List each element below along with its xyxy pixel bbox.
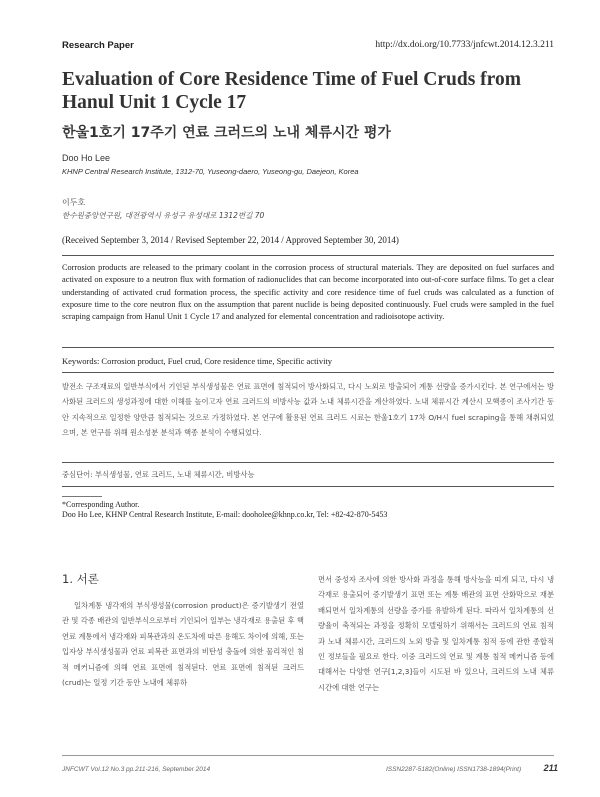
korean-abstract-divider bbox=[62, 462, 554, 463]
paper-title: Evaluation of Core Residence Time of Fuel Cruds from Hanul Unit 1 Cycle 17 bbox=[62, 69, 521, 113]
page-number: 211 bbox=[543, 763, 558, 773]
abstract-korean: 발전소 구조재료의 일반부식에서 기인된 부식생성물은 연료 표면에 침적되어 방사화되고, 다시 노외로 방출되어 계통 선량을 증가시킨다. 본 연구에서는 방사화된 크러드의 생성과정에 대한 이해를 높이고자 연료 크러드의 비방사능 값과 노내 체류시간을 계산하였다. 노내 체류시간 계산시 모핵종이 조사기간 동안 지속적으로 일정한 양만큼 침적되는 것으로 가정하였다. 본 연구에 활용된 연료 크러드 시료는 한울1호기 17차 O/H시 fuel scraping을 통해 채취되었으며, 본 연구를 위해 원소성분 분석과 핵종 분석이 수행되었다. bbox=[62, 382, 554, 437]
author-affiliation: KHNP Central Research Institute, 1312-70, Yuseong-daero, Yuseong-gu, Daejeon, Korea bbox=[62, 167, 359, 176]
body-text-left-column: 일차계통 냉각재의 부식생성물(corrosion product)은 증기발생기 전열관 및 각종 배관의 일반부식으로부터 기인되어 일부는 냉각재로 용출된 후 핵연료 계통에서 냉각재와 피복관과의 온도차에 따른 용해도 차이에 의해, 또는 입자상 부식생성물과 연료 피복관 표면과의 비탄성 충돌에 의한 물리적인 침적 메커니즘에 의해 연료 표면에 침적된다. 연료 표면에 침적된 크러드(crud)는 일정 기간 동안 노내에 체류하 bbox=[62, 601, 304, 688]
keywords-bottom-rule bbox=[62, 486, 554, 487]
corresponding-author-label: *Corresponding Author. bbox=[62, 500, 140, 509]
body-text-right-column: 면서 중성자 조사에 의한 방사화 과정을 통해 방사능을 띠게 되고, 다시 냉각재로 용출되어 증기발생기 표면 또는 계통 배관의 표면 산화막으로 재분배되면서 일차계통의 선량을 증가를 유발하게 된다. 따라서 일차계통의 선량율이 축적되는 과정을 정확히 모델링하기 위해서는 크러드의 연료 침적과 노내 체류시간, 크러드의 노외 방출 및 일차계통 침적 등에 관한 종합적인 정보들을 필요로 한다. 이중 크러드의 연료 및 계통 침적 메커니즘 등에 대해서는 다양한 연구[1,2,3]들이 시도된 바 있으나, 크러드의 노내 체류 시간에 대한 연구는 bbox=[318, 575, 554, 692]
issn: ISSN2287-5182(Online) ISSN1738-1894(Print) bbox=[386, 766, 522, 773]
corresponding-author-contact: Doo Ho Lee, KHNP Central Research Institute, E-mail: dooholee@khnp.co.kr, Tel: +82-42-870-5453 bbox=[62, 510, 388, 519]
author-affiliation-korean: 한수원중앙연구원, 대전광역시 유성구 유성대로 1312번길 70 bbox=[62, 211, 265, 220]
section-heading-introduction: 1. 서론 bbox=[62, 572, 99, 586]
abstract-english: Corrosion products are released to the primary coolant in the corrosion process of structural materials. They are deposited on fuel surfaces and activated on exposure to a neutron flux with formation of radionuclides that can become incorporated into out-of-core surface films. To get a clear understanding of activated crud formation process, the specific activity and core residence time of fuel cruds was calculated as a function of exposure time to the core neutron flux on the assumption that parent nuclide is being deposited continuously. Fuel cruds were sampled in the fuel scraping campaign from Hanul Unit 1 Cycle 17 and analyzed for elemental concentration and radioisotope activity. bbox=[62, 263, 554, 322]
author-name: Doo Ho Lee bbox=[62, 153, 111, 163]
received-dates: (Received September 3, 2014 / Revised September 22, 2014 / Approved September 30, 2014) bbox=[62, 235, 399, 245]
journal-citation: JNFCWT Vol.12 No.3 pp.211-216, September 2014 bbox=[62, 766, 211, 773]
abstract-top-rule bbox=[62, 255, 554, 256]
keywords-english: Keywords: Corrosion product, Fuel crud, Core residence time, Specific activity bbox=[62, 356, 333, 366]
keywords-korean: 중심단어: 부식생성물, 연료 크러드, 노내 체류시간, 비방사능 bbox=[62, 470, 255, 479]
abstract-divider bbox=[62, 347, 554, 348]
section-label: Research Paper bbox=[62, 40, 134, 51]
author-name-korean: 이두호 bbox=[62, 198, 86, 207]
footer-rule bbox=[62, 755, 554, 756]
paper-title-korean: 한울1호기 17주기 연료 크러드의 노내 체류시간 평가 bbox=[62, 125, 391, 141]
doi-link[interactable]: http://dx.doi.org/10.7733/jnfcwt.2014.12.3.211 bbox=[375, 40, 554, 50]
korean-abstract-top-rule bbox=[62, 372, 554, 373]
footnote-rule bbox=[62, 496, 102, 497]
